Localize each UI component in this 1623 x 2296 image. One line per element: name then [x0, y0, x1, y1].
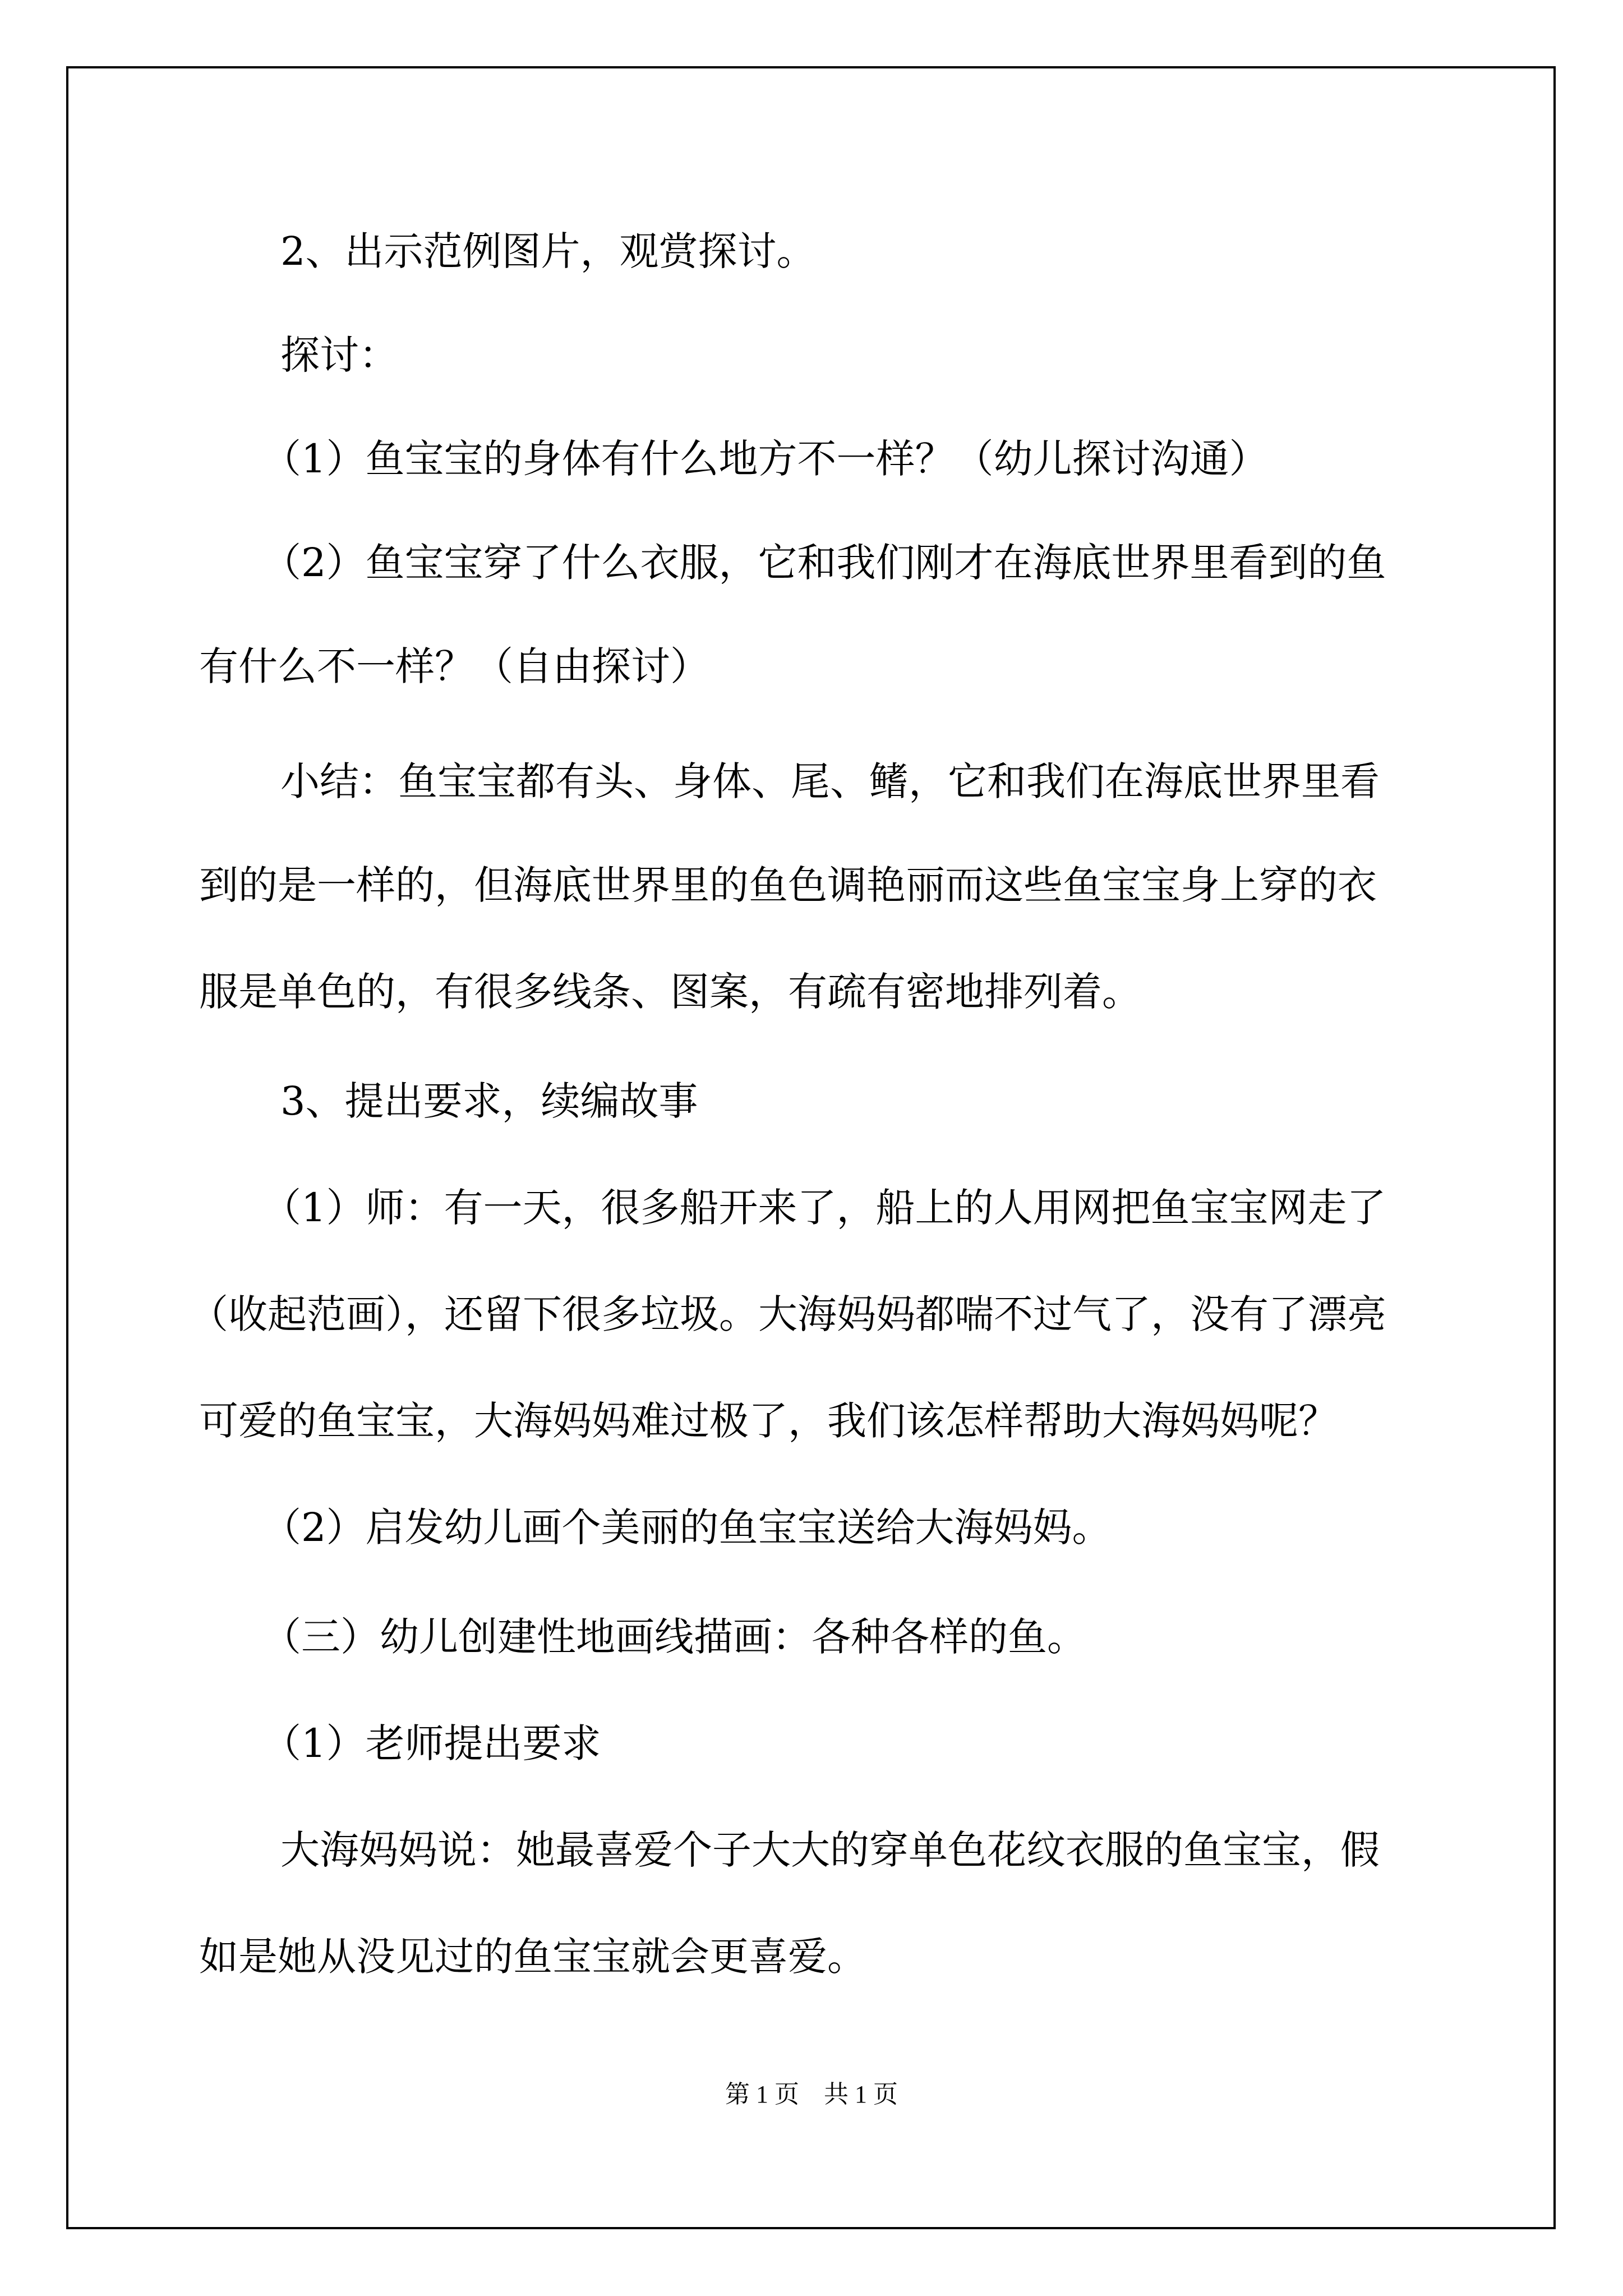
paragraph-line: （收起范画），还留下很多垃圾。大海妈妈都喘不过气了，没有了漂亮 — [189, 1291, 1386, 1337]
paragraph-line: （1）老师提出要求 — [262, 1720, 601, 1766]
paragraph-line: 大海妈妈说：她最喜爱个子大大的穿单色花纹衣服的鱼宝宝，假 — [280, 1827, 1380, 1873]
paragraph-line: （1）鱼宝宝的身体有什么地方不一样？（幼儿探讨沟通） — [262, 436, 1269, 482]
paragraph-line: （2）鱼宝宝穿了什么衣服，它和我们刚才在海底世界里看到的鱼 — [262, 540, 1386, 586]
paragraph-line: 如是她从没见过的鱼宝宝就会更喜爱。 — [199, 1934, 866, 1980]
page-number-footer: 第 1 页 共 1 页 — [725, 2081, 898, 2108]
paragraph-line: 有什么不一样？（自由探讨） — [199, 643, 709, 689]
paragraph-line: 2、出示范例图片，观赏探讨。 — [280, 228, 816, 274]
paragraph-line: 小结：鱼宝宝都有头、身体、尾、鳍，它和我们在海底世界里看 — [280, 758, 1380, 804]
paragraph-line: 到的是一样的，但海底世界里的鱼色调艳丽而这些鱼宝宝身上穿的衣 — [199, 862, 1377, 908]
paragraph-line: 3、提出要求，续编故事 — [280, 1078, 698, 1124]
paragraph-line: （1）师：有一天，很多船开来了，船上的人用网把鱼宝宝网走了 — [262, 1185, 1386, 1231]
paragraph-line: （三）幼儿创建性地画线描画：各种各样的鱼。 — [262, 1614, 1086, 1660]
paragraph-line: 探讨： — [280, 332, 398, 378]
page-border — [66, 66, 1556, 2229]
paragraph-line: 可爱的鱼宝宝，大海妈妈难过极了，我们该怎样帮助大海妈妈呢？ — [199, 1398, 1338, 1444]
paragraph-line: （2）启发幼儿画个美丽的鱼宝宝送给大海妈妈。 — [262, 1504, 1112, 1550]
paragraph-line: 服是单色的，有很多线条、图案，有疏有密地排列着。 — [199, 969, 1141, 1015]
